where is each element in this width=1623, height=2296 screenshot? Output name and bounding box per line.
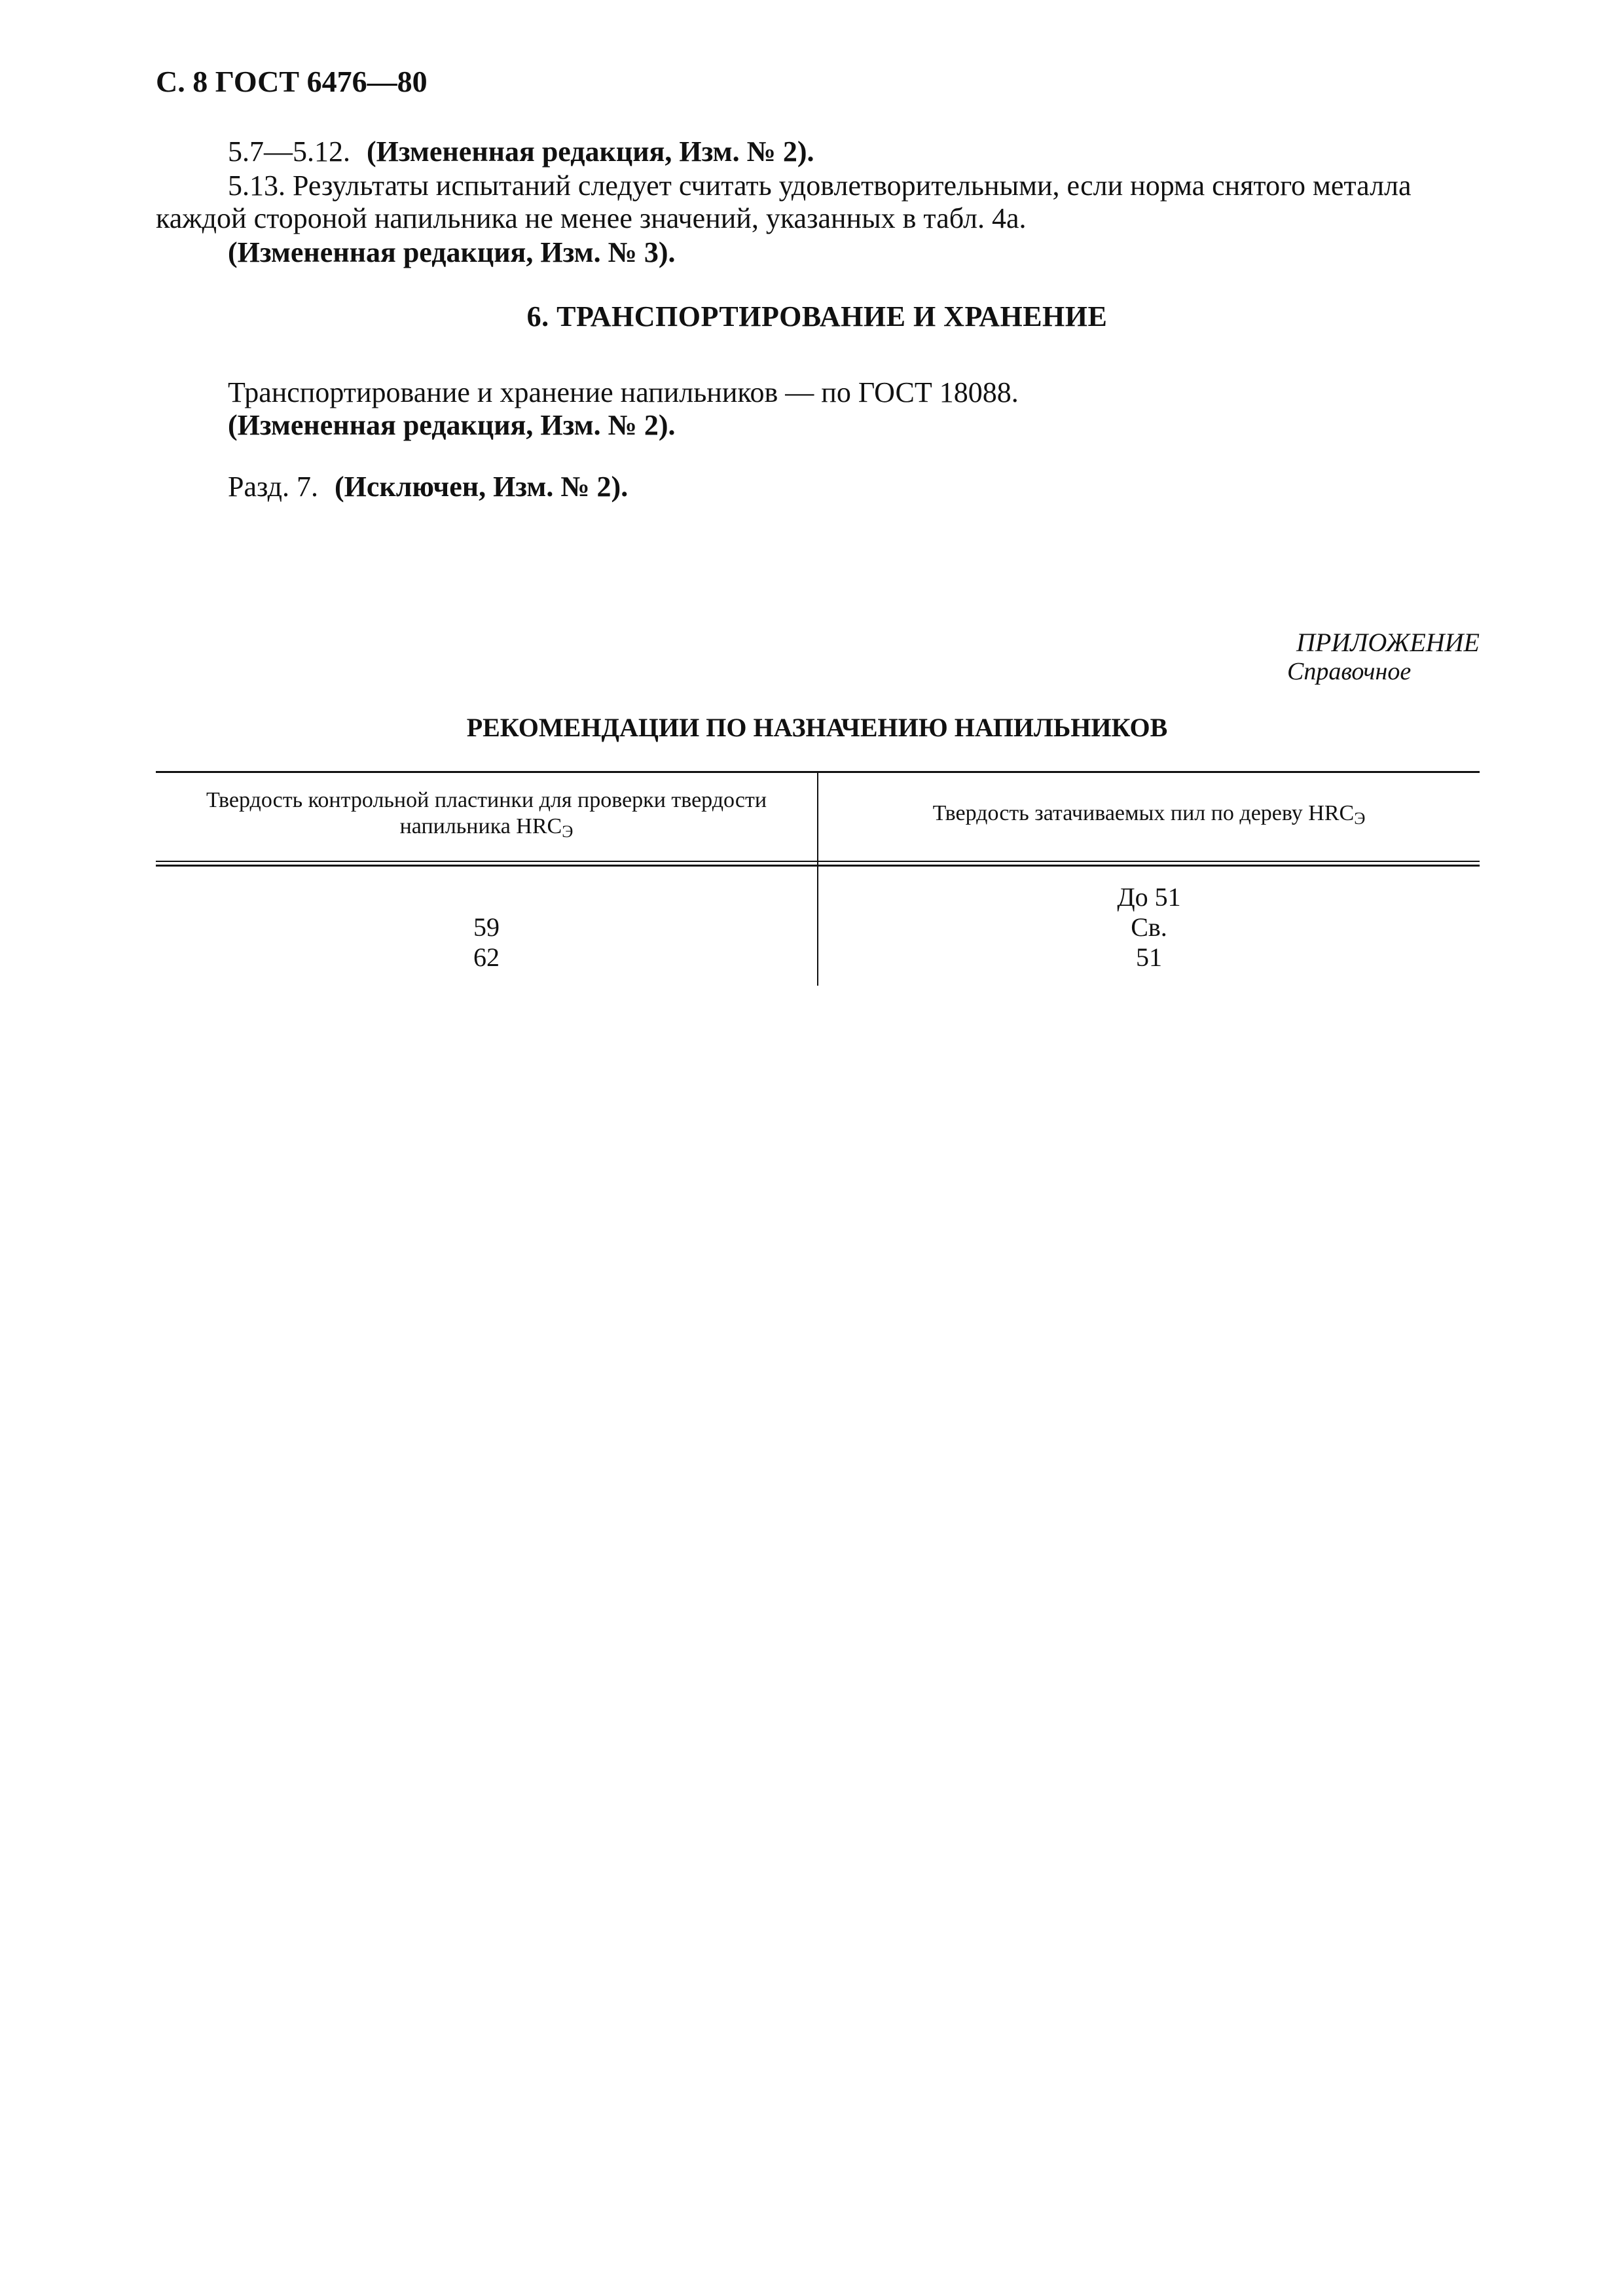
table-header-col2	[818, 771, 1480, 861]
appendix-type: Справочное	[1287, 658, 1412, 685]
recommendations-table	[156, 771, 1480, 986]
table-header-col1	[156, 771, 817, 861]
paragraph-number: 5.7—5.12.	[228, 135, 350, 168]
header-line: Твердость контрольной пластинки для проверки твердости	[206, 787, 767, 812]
section-label: Разд. 7.	[228, 471, 318, 503]
appendix-title: РЕКОМЕНДАЦИИ ПО НАЗНАЧЕНИЮ НАПИЛЬНИКОВ	[466, 713, 1168, 742]
cell-value: 59	[473, 912, 500, 942]
page-header: С. 8 ГОСТ 6476—80	[156, 65, 428, 98]
amendment-note: (Исключен, Изм. № 2).	[334, 471, 629, 503]
cell-value: Св.	[1131, 912, 1167, 942]
amendment-note: (Измененная редакция, Изм. № 2).	[228, 409, 676, 441]
cell-value: 51	[1136, 942, 1162, 972]
appendix-label: ПРИЛОЖЕНИЕ	[1296, 628, 1480, 657]
amendment-note: (Измененная редакция, Изм. № 3).	[228, 236, 676, 268]
cell-value: До 51	[1117, 882, 1181, 912]
section-7-line	[228, 470, 628, 504]
paragraph-5-13-line2: каждой стороной напильника не менее значений, указанных в табл. 4а.	[156, 202, 1027, 234]
table-cell-col2	[818, 882, 1480, 973]
paragraph-5-13-line1: 5.13. Результаты испытаний следует считать удовлетворительными, если норма снятого металла	[228, 170, 1412, 202]
paragraph-5-7	[228, 135, 814, 169]
header-text: Твердость затачиваемых пил по дереву HRC	[932, 800, 1355, 825]
header-line	[206, 814, 767, 845]
section-title: 6. ТРАНСПОРТИРОВАНИЕ И ХРАНЕНИЕ	[526, 300, 1108, 332]
section-6-text: Транспортирование и хранение напильников — по ГОСТ 18088.	[228, 376, 1019, 408]
amendment-note: (Измененная редакция, Изм. № 2).	[367, 135, 814, 168]
header-subscript: Э	[562, 821, 574, 841]
table-cell-col1	[156, 912, 817, 973]
cell-value: 62	[473, 942, 500, 972]
header-text: напильника HRC	[399, 814, 562, 838]
header-subscript: Э	[1354, 808, 1366, 828]
